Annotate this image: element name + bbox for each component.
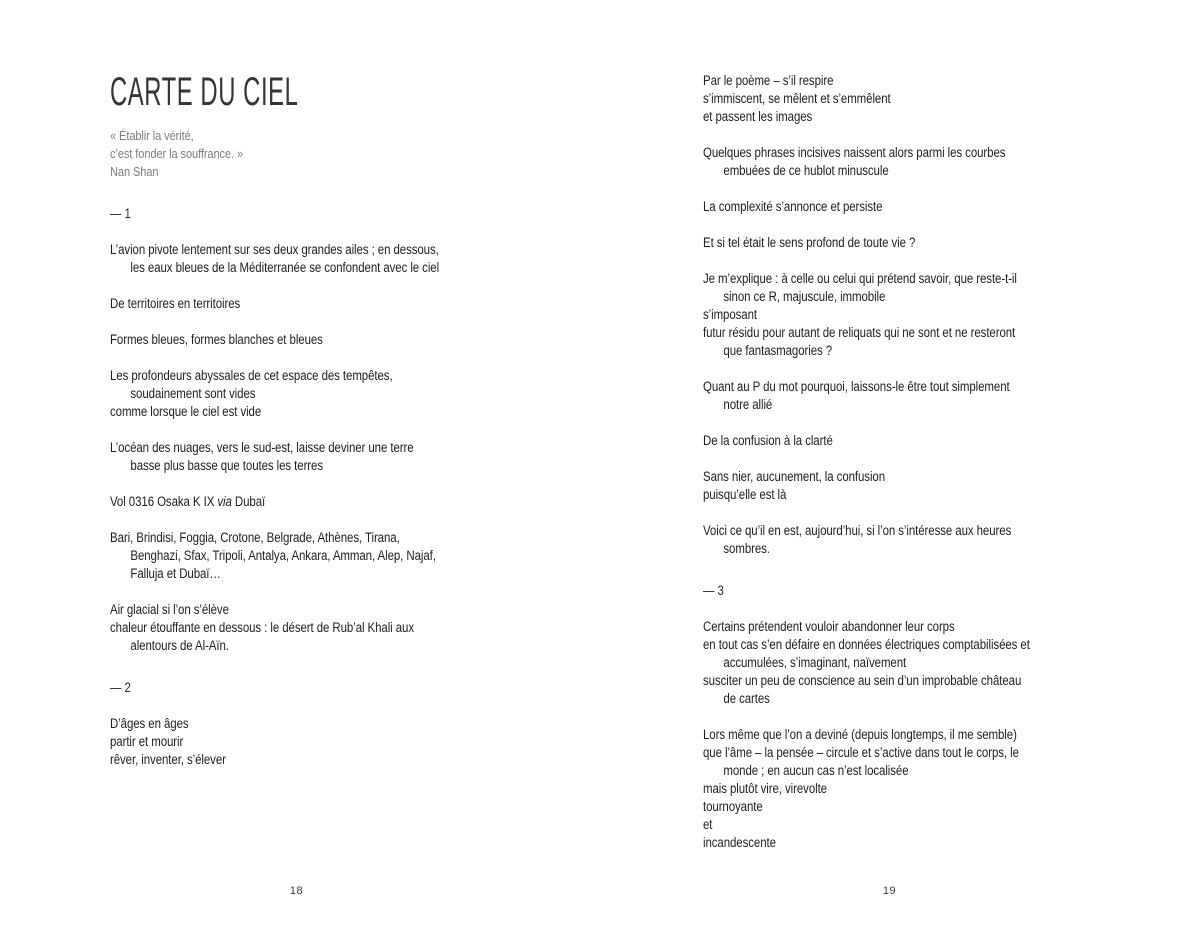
poem-line: alentours de Al-Aïn. xyxy=(130,638,229,653)
poem-line: De territoires en territoires xyxy=(110,296,241,311)
poem-line: incandescente xyxy=(703,835,776,850)
poem-line: comme lorsque le ciel est vide xyxy=(110,404,262,419)
stanza xyxy=(110,493,569,511)
stanza xyxy=(110,367,569,421)
poem-line: en tout cas s’en défaire en données électriques comptabilisées et xyxy=(703,637,1030,652)
poem-line: sinon ce R, majuscule, immobile xyxy=(723,289,886,304)
text-segment: Vol 0316 Osaka K IX xyxy=(110,494,218,509)
poem-line: Benghazi, Sfax, Tripoli, Antalya, Ankara, Amman, Alep, Najaf, xyxy=(130,548,436,563)
stanza xyxy=(110,601,569,655)
stanza xyxy=(110,439,569,475)
poem-line: Falluja et Dubaï… xyxy=(130,566,221,581)
stanza xyxy=(110,331,569,349)
section-number: — 3 xyxy=(703,583,724,598)
stanza xyxy=(703,378,1162,414)
poem-line: soudainement sont vides xyxy=(130,386,256,401)
stanza xyxy=(110,241,569,277)
poem-line xyxy=(110,493,569,511)
poem-line: La complexité s’annonce et persiste xyxy=(703,199,883,214)
poem-line: rêver, inventer, s’élever xyxy=(110,752,226,767)
poem-line: et xyxy=(703,817,713,832)
poem-line: embuées de ce hublot minuscule xyxy=(723,163,889,178)
poem-line: que fantasmagories ? xyxy=(723,343,833,358)
poem-line: partir et mourir xyxy=(110,734,184,749)
poem-line: notre allié xyxy=(723,397,773,412)
poem-line: tournoyante xyxy=(703,799,763,814)
poem-line: Lors même que l’on a deviné (depuis longtemps, il me semble) xyxy=(703,727,1017,742)
poem-line: Et si tel était le sens profond de toute vie ? xyxy=(703,235,916,250)
poem-title: CARTE DU CIEL xyxy=(110,70,299,114)
poem-line: Air glacial si l’on s’élève xyxy=(110,602,229,617)
section-number: — 2 xyxy=(110,680,131,695)
poem-line: les eaux bleues de la Méditerranée se confondent avec le ciel xyxy=(130,260,440,275)
poem-line: De la confusion à la clarté xyxy=(703,433,833,448)
stanza xyxy=(703,72,1162,126)
page-number-right: 19 xyxy=(882,885,897,897)
stanza xyxy=(703,468,1162,504)
stanza xyxy=(110,295,569,313)
poem-line: L’avion pivote lentement sur ses deux grandes ailes ; en dessous, xyxy=(110,242,439,257)
stanza xyxy=(703,198,1162,216)
poem-line: Voici ce qu’il en est, aujourd’hui, si l’on s’intéresse aux heures xyxy=(703,523,1012,538)
poem-line: sombres. xyxy=(723,541,770,556)
poem-line: susciter un peu de conscience au sein d’un improbable château xyxy=(703,673,1022,688)
page-left xyxy=(110,72,569,787)
poem-line: puisqu’elle est là xyxy=(703,487,787,502)
poem-line: Certains prétendent vouloir abandonner leur corps xyxy=(703,619,955,634)
poem-line: L’océan des nuages, vers le sud-est, laisse deviner une terre xyxy=(110,440,414,455)
poem-line: de cartes xyxy=(723,691,770,706)
text-segment: Dubaï xyxy=(231,494,266,509)
poem-line: Formes bleues, formes blanches et bleues xyxy=(110,332,323,347)
stanza xyxy=(703,522,1162,558)
stanza xyxy=(703,432,1162,450)
stanza xyxy=(703,618,1162,708)
poem-line: accumulées, s’imaginant, naïvement xyxy=(723,655,907,670)
poem-line: Sans nier, aucunement, la confusion xyxy=(703,469,886,484)
epigraph xyxy=(110,127,569,181)
poem-line: chaleur étouffante en dessous : le désert de Rub’al Khali aux xyxy=(110,620,415,635)
stanza xyxy=(110,529,569,583)
stanza xyxy=(703,144,1162,180)
poem-line: Bari, Brindisi, Foggia, Crotone, Belgrade, Athènes, Tirana, xyxy=(110,530,400,545)
stanza xyxy=(703,726,1162,852)
poem-line: basse plus basse que toutes les terres xyxy=(130,458,324,473)
poem-line: et passent les images xyxy=(703,109,813,124)
page-right-body xyxy=(703,72,1162,852)
poem-line: monde ; en aucun cas n’est localisée xyxy=(723,763,909,778)
poem-line: Je m’explique : à celle ou celui qui prétend savoir, que reste-t-il xyxy=(703,271,1017,286)
poem-line: Quant au P du mot pourquoi, laissons-le être tout simplement xyxy=(703,379,1010,394)
poem-line: futur résidu pour autant de reliquats qui ne sont et ne resteront xyxy=(703,325,1016,340)
epigraph-line: c’est fonder la souffrance. » xyxy=(110,146,244,161)
poem-line: s’imposant xyxy=(703,307,758,322)
page-number-left: 18 xyxy=(289,885,304,897)
poem-line: Quelques phrases incisives naissent alors parmi les courbes xyxy=(703,145,1006,160)
stanza xyxy=(703,270,1162,360)
italic-word: via xyxy=(217,494,232,509)
page-right xyxy=(703,72,1162,870)
section-number: — 1 xyxy=(110,206,131,221)
page-left-body xyxy=(110,205,569,769)
poem-line: mais plutôt vire, virevolte xyxy=(703,781,827,796)
epigraph-attribution: Nan Shan xyxy=(110,164,159,179)
epigraph-line: « Établir la vérité, xyxy=(110,128,194,143)
poem-line: Par le poème – s’il respire xyxy=(703,73,834,88)
poem-line: s’immiscent, se mêlent et s’emmêlent xyxy=(703,91,891,106)
stanza xyxy=(703,234,1162,252)
stanza xyxy=(110,715,569,769)
poem-line: D’âges en âges xyxy=(110,716,189,731)
poem-line: Les profondeurs abyssales de cet espace des tempêtes, xyxy=(110,368,393,383)
poem-line: que l’âme – la pensée – circule et s’active dans tout le corps, le xyxy=(703,745,1019,760)
